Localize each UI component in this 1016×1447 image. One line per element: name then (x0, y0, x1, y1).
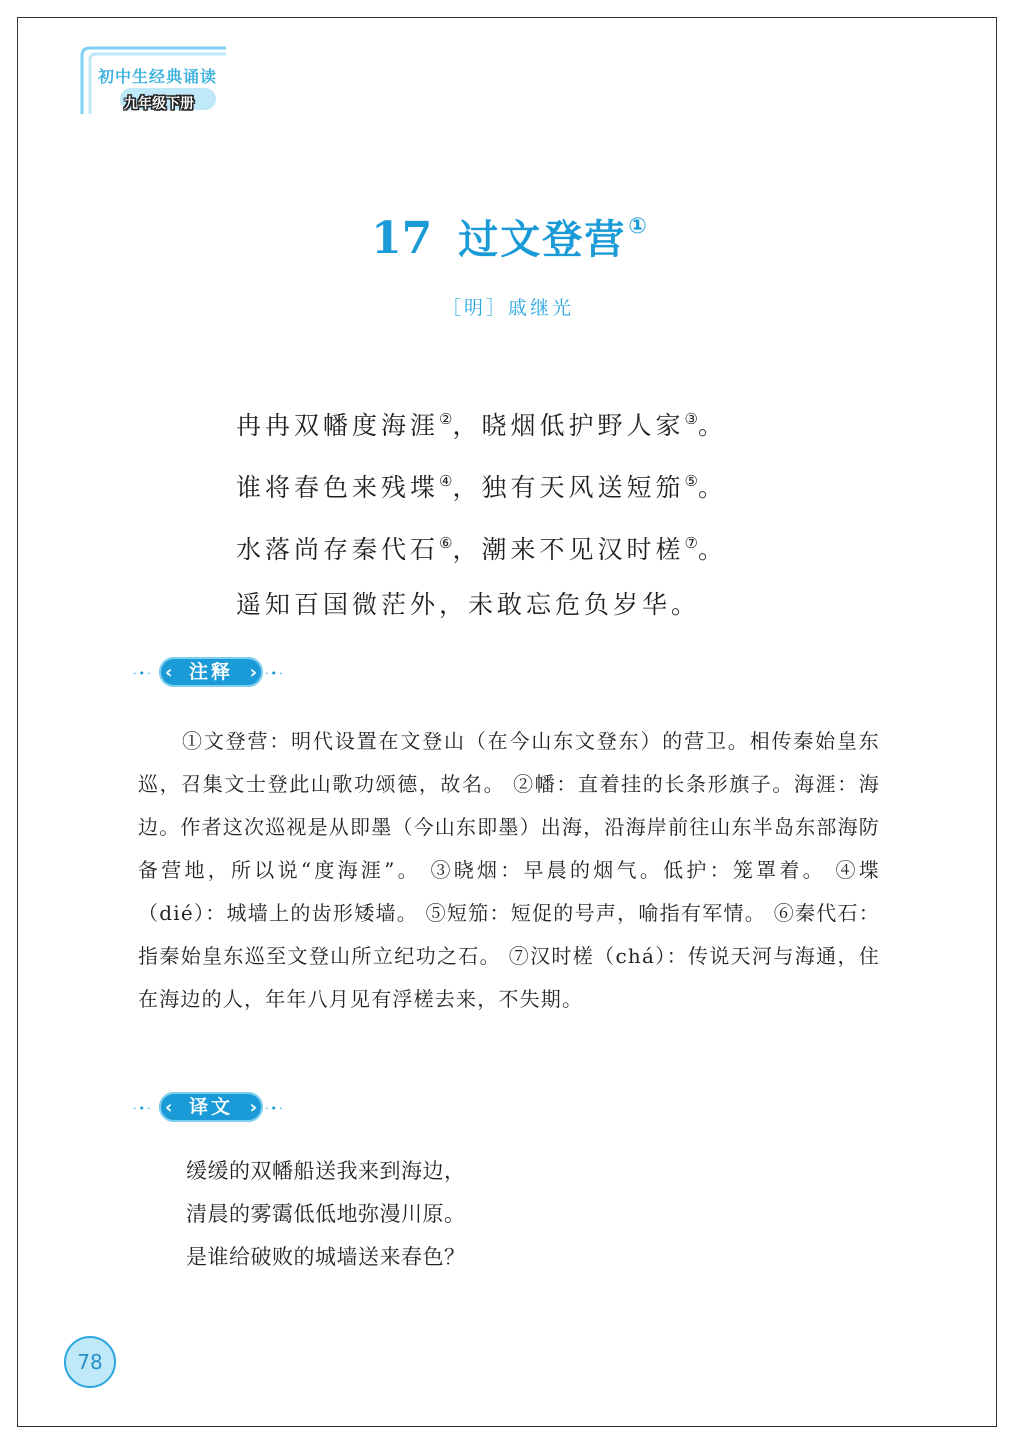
chevron-left-icon: ‹ (165, 1097, 173, 1118)
poem-footnote-marker: ③ (684, 410, 698, 428)
poem-half: 谁将春色来残堞 (236, 473, 440, 502)
translation-line: 清晨的雾霭低低地弥漫川原。 (186, 1202, 466, 1226)
series-grade: 九年级下册 (124, 96, 194, 112)
decorative-dots: ·•· (133, 667, 153, 680)
series-title: 初中生经典诵读 (98, 67, 218, 86)
poem-footnote-marker: ⑦ (684, 534, 698, 552)
page-number-badge (64, 1336, 116, 1388)
chevron-left-icon: ‹ (165, 662, 173, 683)
poem-footnote-marker: ② (439, 410, 453, 428)
translation-line: 缓缓的双幡船送我来到海边， (186, 1159, 466, 1183)
translation-label-text: 译文 (188, 1096, 233, 1118)
poem-footnote-marker: ⑥ (439, 534, 453, 552)
translation-line: 是谁给破败的城墙送来春色？ (186, 1245, 466, 1269)
poem-line (236, 388, 796, 450)
translation-section-label (133, 1090, 293, 1126)
lesson-name-text: 过文登营 (458, 217, 627, 263)
poem-line-end: 。 (697, 473, 727, 502)
poem-line (236, 450, 796, 512)
decorative-dots: ·•· (133, 1102, 153, 1115)
poem-line-end: 。 (697, 411, 727, 440)
notes-text: ①文登营：明代设置在文登山（在今山东文登东）的营卫。相传秦始皇东巡，召集文士登此山歌功颂德，故名。 ②幡：直着挂的长条形旗子。海涯：海边。作者这次巡视是从即墨（今山东即墨）出海，沿海岸前往山东半岛东部海防备营地，所以说“度海涯”。 ③晓烟：早晨的烟气。低护：笼罩着。 ④堞（dié）：城墙上的齿形矮墙。 ⑤短笳：短促的号声，喻指有军情。 ⑥秦代石：指秦始皇东巡至文登山所立纪功之石。 ⑦汉时槎（chá）：传说天河与海通，住在海边的人，年年八月见有浮槎去来，不失期。 (138, 729, 880, 1011)
lesson-name (458, 208, 649, 265)
decorative-dots: ·•· (265, 667, 285, 680)
title-footnote-marker: ① (628, 214, 649, 239)
poem-footnote-marker: ④ (439, 472, 453, 490)
chevron-right-icon: › (249, 1097, 257, 1118)
poem-half: 水落尚存秦代石 (236, 535, 440, 564)
poem-half: 冉冉双幡度海涯 (236, 411, 440, 440)
poem-half: 遥知百国微茫外 (236, 590, 440, 619)
author-line: ［明］戚继光 (441, 297, 574, 319)
lesson-title (0, 208, 1016, 265)
translation (186, 1150, 786, 1279)
poem-half: ，未敢忘危负岁华 (439, 590, 672, 619)
poem-line (236, 574, 796, 636)
poem (236, 388, 796, 636)
lesson-number: 17 (367, 213, 436, 264)
poem-line-end: 。 (697, 535, 727, 564)
notes-label-text: 注释 (188, 661, 233, 683)
poem-line-end: 。 (671, 590, 701, 619)
translation-label-pill (159, 1092, 263, 1122)
series-header (76, 44, 276, 124)
decorative-dots: ·•· (265, 1102, 285, 1115)
poem-footnote-marker: ⑤ (684, 472, 698, 490)
notes-section-label (133, 655, 293, 691)
page-number: 78 (77, 1350, 103, 1374)
poem-half: ，晓烟低护野人家 (452, 411, 685, 440)
poem-half: ，独有天风送短笳 (452, 473, 685, 502)
chevron-right-icon: › (249, 662, 257, 683)
poem-half: ，潮来不见汉时槎 (452, 535, 685, 564)
notes-label-pill (159, 657, 263, 687)
poem-line (236, 512, 796, 574)
